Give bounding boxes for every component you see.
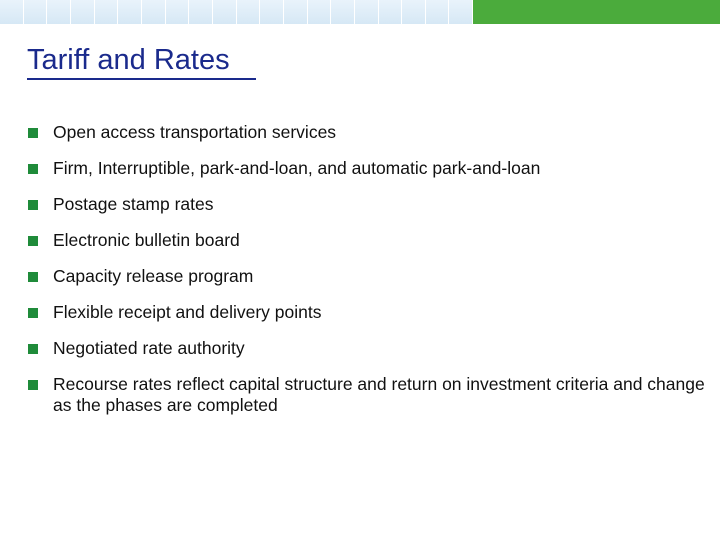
bullet-text: Firm, Interruptible, park-and-loan, and automatic park-and-loan (53, 158, 541, 178)
top-bar-cell (237, 0, 261, 24)
top-bar-cell (426, 0, 450, 24)
bullet-item (28, 194, 708, 215)
bullet-text: Postage stamp rates (53, 194, 214, 214)
top-decorative-bar (0, 0, 720, 24)
bullet-text: Flexible receipt and delivery points (53, 302, 322, 322)
bullet-text: Open access transportation services (53, 122, 337, 142)
top-bar-cell (71, 0, 95, 24)
bullet-item (28, 374, 708, 416)
bullet-text: Negotiated rate authority (53, 338, 245, 358)
top-bar-cell (331, 0, 355, 24)
top-bar-cell (449, 0, 473, 24)
top-bar-cell (95, 0, 119, 24)
top-bar-cell (166, 0, 190, 24)
bullet-text: Recourse rates reflect capital structure and return on investment criteria and change as the phases are completed (53, 374, 705, 415)
bullet-item (28, 338, 708, 359)
bullet-item (28, 266, 708, 287)
top-bar-cell (260, 0, 284, 24)
square-bullet-icon (28, 308, 38, 318)
top-bar-cell (308, 0, 332, 24)
bullet-item (28, 158, 708, 179)
title-underline (27, 78, 256, 80)
bullet-text: Capacity release program (53, 266, 254, 286)
bullet-item (28, 230, 708, 251)
square-bullet-icon (28, 164, 38, 174)
top-bar-cell (0, 0, 24, 24)
top-bar-cell (402, 0, 426, 24)
square-bullet-icon (28, 200, 38, 210)
top-bar-cell (47, 0, 71, 24)
top-bar-cell (213, 0, 237, 24)
bullet-list (28, 122, 708, 431)
square-bullet-icon (28, 128, 38, 138)
square-bullet-icon (28, 272, 38, 282)
top-bar-cell (118, 0, 142, 24)
slide-title: Tariff and Rates (27, 44, 230, 76)
square-bullet-icon (28, 380, 38, 390)
top-bar-cell (24, 0, 48, 24)
top-bar-cell (379, 0, 403, 24)
square-bullet-icon (28, 236, 38, 246)
bullet-item (28, 302, 708, 323)
top-bar-cell (142, 0, 166, 24)
top-bar-cell (355, 0, 379, 24)
top-bar-cell (284, 0, 308, 24)
square-bullet-icon (28, 344, 38, 354)
top-bar-cell (189, 0, 213, 24)
bullet-item (28, 122, 708, 143)
bullet-text: Electronic bulletin board (53, 230, 240, 250)
top-bar-green-block (473, 0, 720, 24)
top-bar-blue-segments (0, 0, 473, 24)
